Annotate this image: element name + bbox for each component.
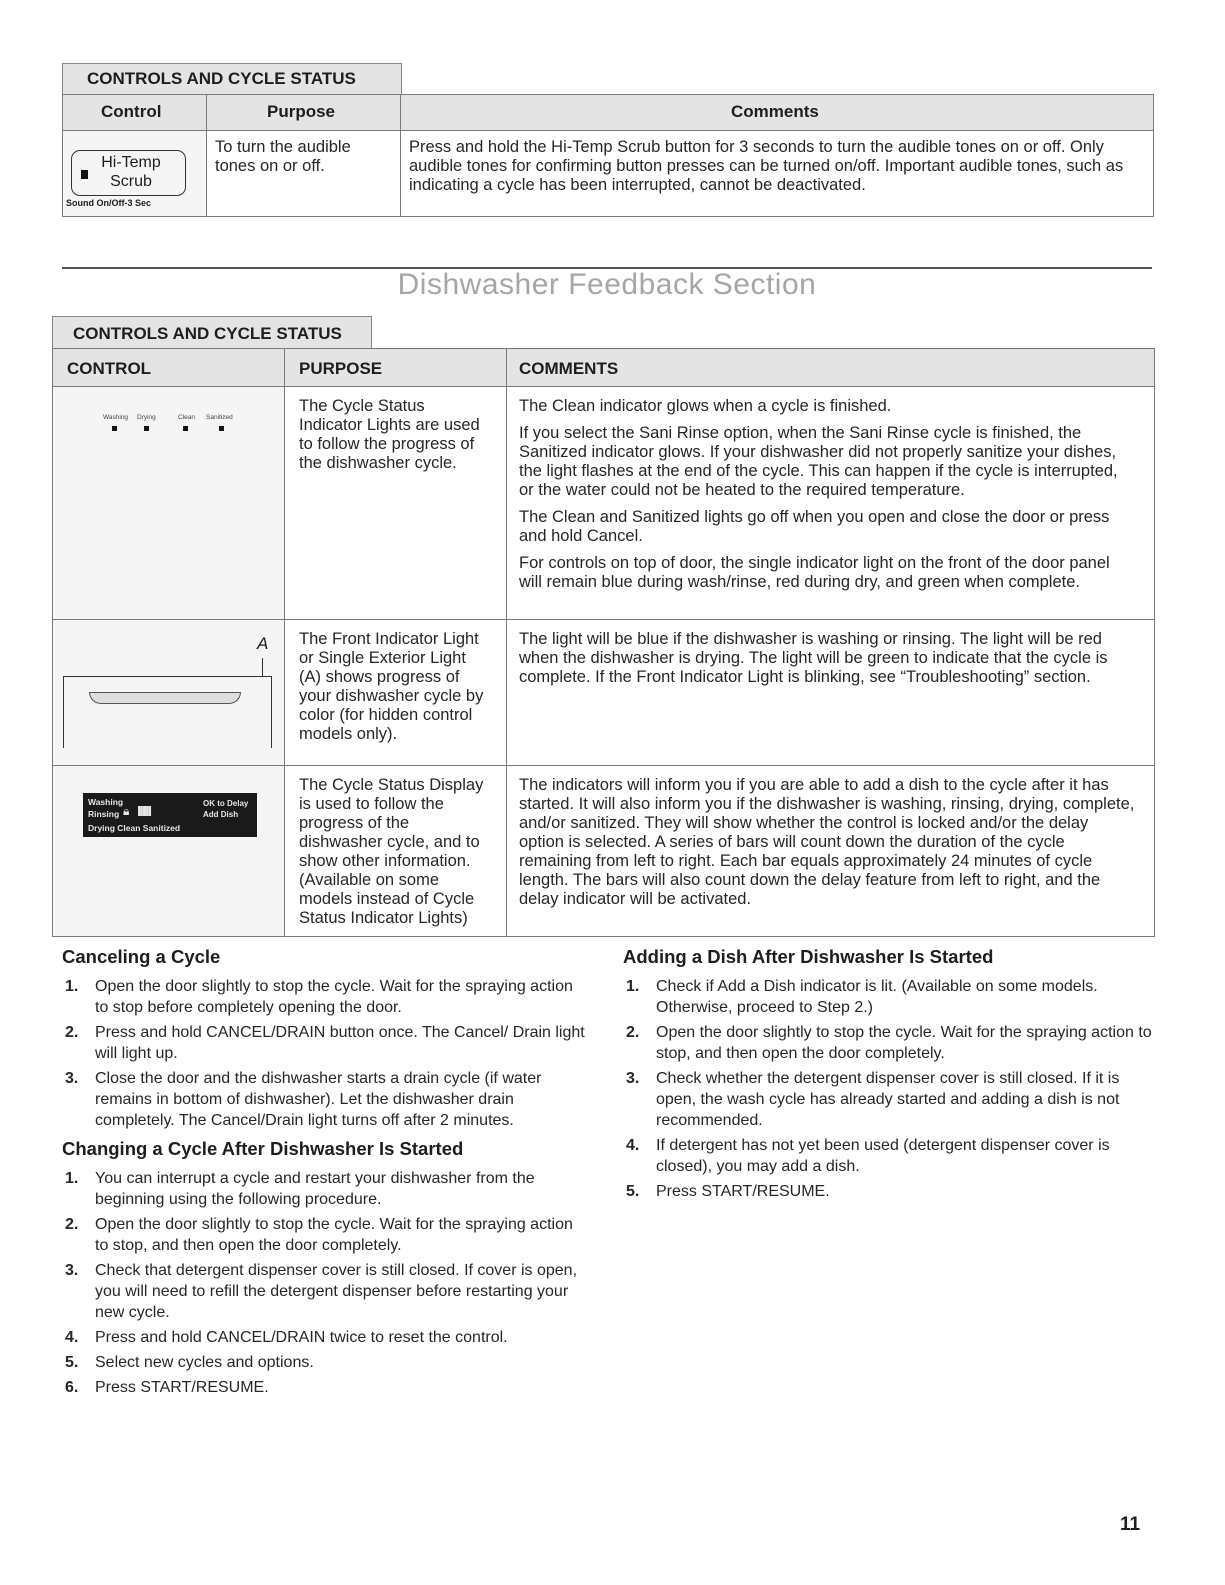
changing-steps [62,1168,590,1402]
list-item: 2. Press and hold CANCEL/DRAIN button once. The Cancel/ Drain light will light up. [65,1024,585,1062]
list-item: 6. Press START/RESUME. [65,1379,269,1396]
button-label-line1: Hi-Temp [101,154,161,171]
table1-header-comments: Comments [401,95,1154,131]
table2-header-comments: COMMENTS [507,349,1155,387]
list-item: 3. Close the door and the dishwasher starts a drain cycle (if water remains in bottom of dishwasher). Let the dishwasher drain completely. The Cancel/Drain light turns off after 2 minutes. [65,1070,542,1129]
table1-purpose-cell: To turn the audible tones on or off. [207,131,401,217]
canceling-steps [62,976,590,1135]
row3-comments: The indicators will inform you if you are able to add a dish to the cycle after it has started. It will also inform you if the dishwasher is washing, rinsing, drying, complete, and/or sanitized. They will show whether the control is locked and/or the delay option is selected. A series of bars will count down the duration of the cycle remaining from left to right. Each bar equals approximately 24 minutes of cycle length. The bars will also count down the delay feature from left to right, and the delay indicator will be activated. [507,766,1155,937]
display-rinsing: Rinsing [88,809,120,819]
row2-comments: The light will be blue if the dishwasher is washing or rinsing. The light will be red when the dishwasher is drying. The light will be green to indicate that the cycle is complete. If the Front Indicator Light is blinking, see “Troubleshooting” section. [507,620,1155,766]
list-item: 3. Check whether the detergent dispenser cover is still closed. If it is open, the wash cycle has already started and adding a dish is not recommended. [626,1070,1120,1129]
hi-temp-scrub-button-illustration [63,131,207,216]
list-item: 5. Press START/RESUME. [626,1183,830,1200]
table1-tab-title: CONTROLS AND CYCLE STATUS [62,63,402,95]
row1-comment-4: For controls on top of door, the single indicator light on the front of the door panel will remain blue during wash/rinse, red during dry, and green when complete. [519,554,1110,591]
row2-purpose: The Front Indicator Light or Single Exterior Light (A) shows progress of your dishwasher cycle by color (for hidden control models only). [285,620,507,766]
list-item: 4. Press and hold CANCEL/DRAIN twice to reset the control. [65,1329,508,1346]
table1-header-purpose: Purpose [207,95,401,131]
table1-control-cell [63,131,207,217]
display-ok-to-delay: OK to Delay [203,799,249,808]
row1-purpose: The Cycle Status Indicator Lights are used to follow the progress of the dishwasher cycle. [285,387,507,620]
changing-title: Changing a Cycle After Dishwasher Is Started [62,1138,464,1159]
table2-header-control: CONTROL [53,349,285,387]
indicator-light-icon [219,426,224,431]
indicator-light-icon [144,426,149,431]
list-item: 4. If detergent has not yet been used (detergent dispenser cover is closed), you may add a dish. [626,1137,1110,1175]
adding-steps [623,976,1153,1206]
cycle-status-indicator-lights [53,387,285,447]
cycle-status-display-illustration [53,766,285,936]
lock-icon: 🔒︎ [123,804,130,818]
adding-title: Adding a Dish After Dishwasher Is Started [623,946,994,967]
list-item: 2. Open the door slightly to stop the cycle. Wait for the spraying action to stop, and then open the door completely. [626,1024,1152,1062]
indicator-label-sanitized: Sanitized [206,414,233,421]
list-item: 3. Check that detergent dispenser cover is still closed. If cover is open, you will need to refill the detergent dispenser before restarting your new cycle. [65,1262,578,1321]
indicator-light-icon [112,426,117,431]
list-item: 5. Select new cycles and options. [65,1354,314,1371]
indicator-light-icon [183,426,188,431]
indicator-label-washing: Washing [103,414,129,421]
led-indicator-icon [81,170,88,179]
page-number: 11 [1120,1514,1141,1535]
controls-table-1 [62,94,1154,217]
cycle-status-lights-cell [53,387,285,620]
indicator-label-drying: Drying [137,414,156,421]
progress-bars-icon: IIIIII [137,803,151,820]
row1-comment-3: The Clean and Sanitized lights go off when you open and close the door or press and hold Cancel. [519,508,1110,545]
indicator-label-clean: Clean [178,414,195,421]
cycle-status-display-cell [53,766,285,937]
table1-comments-cell: Press and hold the Hi-Temp Scrub button for 3 seconds to turn the audible tones on or off. Only audible tones for confirming button presses can be turned on/off. Important audible tones, such as indicating a cycle has been interrupted, cannot be deactivated. [401,131,1154,217]
row1-comments [507,387,1155,620]
table2-tab-title: CONTROLS AND CYCLE STATUS [52,316,372,349]
list-item: 2. Open the door slightly to stop the cycle. Wait for the spraying action to stop, and then open the door completely. [65,1216,573,1254]
row3-purpose: The Cycle Status Display is used to follow the progress of the dishwasher cycle, and to show other information. (Available on some models instead of Cycle Status Indicator Lights) [285,766,507,937]
list-item: 1. You can interrupt a cycle and restart your dishwasher from the beginning using the following procedure. [65,1170,535,1208]
front-indicator-light-cell [53,620,285,766]
section-title: Dishwasher Feedback Section [397,268,817,301]
canceling-title: Canceling a Cycle [62,946,221,967]
callout-a: A [257,634,269,653]
button-label-line2: Scrub [110,173,152,190]
table1-header-control: Control [63,95,207,131]
list-item: 1. Open the door slightly to stop the cycle. Wait for the spraying action to stop before completely opening the door. [65,978,573,1016]
row1-comment-2: If you select the Sani Rinse option, when the Sani Rinse cycle is finished, the Sanitized indicator glows. If your dishwasher did not properly sanitize your dishes, the light flashes at the end of the cycle. This can happen if the cycle is interrupted, or the water could not be heated to the required temperature. [519,424,1118,499]
row1-comment-1: The Clean indicator glows when a cycle is finished. [519,397,892,415]
display-add-dish: Add Dish [203,810,239,819]
display-washing: Washing [88,797,124,807]
list-item: 1. Check if Add a Dish indicator is lit. (Available on some models. Otherwise, proceed to Step 2.) [626,978,1098,1016]
control-panel-handle-icon [89,692,241,704]
display-status-row: Drying Clean Sanitized [88,823,181,833]
table2-header-purpose: PURPOSE [285,349,507,387]
controls-table-2 [52,348,1155,937]
front-indicator-light-illustration [53,620,285,765]
button-caption: Sound On/Off-3 Sec [66,198,152,208]
